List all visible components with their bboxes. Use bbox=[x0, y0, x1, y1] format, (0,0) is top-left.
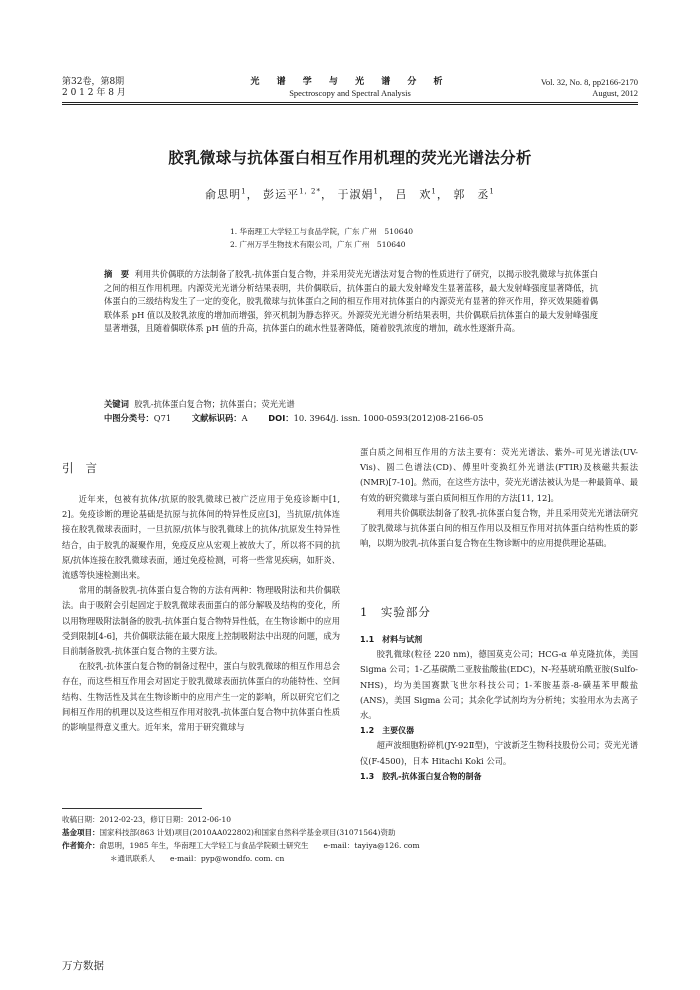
header-rule-thin bbox=[62, 104, 638, 105]
section-heading: 1 实验部分 bbox=[360, 605, 431, 619]
doi-link: 10. 3964/j. issn. 1000-0593(2012)08-2166-05 bbox=[293, 413, 484, 423]
footnotes bbox=[62, 813, 622, 865]
fund-info: 基金项目：国家科技部(863 计划)项目(2010AA022802)和国家自然科学基金项目(31071564)资助 bbox=[62, 828, 396, 837]
subsection-heading: 1.3 胶乳-抗体蛋白复合物的制备 bbox=[360, 771, 482, 781]
abstract-text: 利用共价偶联的方法制备了胶乳-抗体蛋白复合物，并采用荧光光谱法对复合物的性质进行了研究，以揭示胶乳微球与抗体蛋白之间的相互作用机理。内源荧光光谱分析结果表明，共价偶联后，抗体蛋白的最大发射峰发生显著蓝移，最大发射峰强度显著降低，抗体蛋白的三级结构发生了一定的变化，胶乳微球与抗体蛋白之间的相互作用对抗体蛋白的内源荧光有显著的猝灭作用，猝灭效果随着偶联体系 pH 值以及胶乳浓度的增加而增强，猝灭机制为静态猝灭。外源荧光光谱分析结果表明，共价偶联后抗体蛋白的最大发射峰强度显著增强，且随着偶联体系 pH 值的升高，抗体蛋白的疏水性显著降低，随着胶乳浓度的增加，疏水性逐渐升高。 bbox=[104, 269, 598, 334]
author-list: 俞思明$^1$， 彭运平$^{1, 2*}$， 于淑娟$^1$， 吕 欢$^1$， 郭 丞$^1$ bbox=[205, 187, 495, 201]
classification-line: 中图分类号：Q71 文献标识码：A DOI：10. 3964/j. issn. 1000-0593(2012)08-2166-05 bbox=[104, 413, 484, 423]
watermark: 万方数据 bbox=[62, 960, 104, 972]
author: 俞思明 bbox=[205, 188, 242, 201]
paragraph: 超声波细胞粉碎机(JY-92Ⅱ型)，宁波新芝生物科技股份公司；荧光光谱仪(F-4500)，日本 Hitachi Koki 公司。 bbox=[360, 740, 638, 766]
footnote-rule bbox=[62, 808, 202, 809]
abstract-label: 摘 要 bbox=[104, 269, 130, 279]
subsection-heading: 1.1 材料与试剂 bbox=[360, 635, 423, 644]
paragraph: 在胶乳-抗体蛋白复合物的制备过程中，蛋白与胶乳微球的相互作用总会存在，而这些相互作用会对固定于胶乳微球表面抗体蛋白的功能特性、空间结构、生物活性及其在生物诊断中的应用产生一定的影响，所以研究它们之间相互作用的机理以及这些相互作用对胶乳-抗体蛋白复合物中抗体蛋白性质的影响显得意义重大。近年来，常用于研究微球与 bbox=[62, 661, 340, 733]
author: 彭运平 bbox=[263, 188, 300, 201]
journal-name: 光 谱 学 与 光 谱 分 析 Spectroscopy and Spectral Analysis bbox=[250, 77, 450, 98]
paragraph: 近年来，包被有抗体/抗原的胶乳微球已被广泛应用于免疫诊断中[1, 2]。免疫诊断的理论基础是抗原与抗体间的特异性反应[3]，当抗原/抗体连接在胶乳微球表面时，一旦抗原/抗体与胶乳微球上的抗体/抗原发生特异性结合，由于胶乳的凝聚作用，免疫反应从宏观上被放大了，所以将不同的抗原/抗体连接在胶乳微球表面，通过免疫检测，可将一些常见疾病，如肝炎、流感等快速检测出来。 bbox=[62, 494, 340, 581]
volume-info: Vol. 32, No. 8, pp2166-2170 August, 2012 bbox=[540, 77, 638, 98]
header-rule bbox=[62, 102, 638, 103]
intro-heading: 引言 bbox=[62, 461, 109, 475]
paragraph: 常用的制备胶乳-抗体蛋白复合物的方法有两种：物理吸附法和共价偶联法。由于吸附会引起固定于胶乳微球表面蛋白的部分解吸及结构的变化，所以用物理吸附法制备的胶乳-抗体蛋白复合物特异性低，在生物诊断中的应用受到限制[4-6]，共价偶联法能在最大限度上控制吸附法中出现的问题，成为目前制备胶乳-抗体蛋白复合物的主要方法。 bbox=[62, 585, 340, 657]
author: 于淑娟 bbox=[337, 188, 374, 201]
corresponding-author: ＊通讯联系人 e-mail：pyp@wondfo. com. cn bbox=[110, 854, 285, 863]
paragraph: 胶乳微球(粒径 220 nm)，德国莫克公司；HCG-α 单克隆抗体，美国 Sigma 公司；1-乙基碳酰二亚胺盐酸盐(EDC)，N-羟基琥珀酰亚胺(Sulfo-NHS)，均为美国赛默飞世尔科技公司；1-苯胺基萘-8-磺基苯甲酸盐(ANS)，美国 Sigma 公司；其余化学试剂均为分析纯；实验用水为去离子水。 bbox=[360, 649, 638, 721]
intro-right-column bbox=[360, 445, 638, 551]
abstract bbox=[104, 268, 598, 336]
author: 吕 欢 bbox=[395, 188, 432, 201]
author: 郭 丞 bbox=[453, 188, 490, 201]
paragraph: 蛋白质之间相互作用的方法主要有：荧光光谱法、紫外-可见光谱法(UV-Vis)、圆二色谱法(CD)、傅里叶变换红外光谱法(FTIR)及核磁共振法(NMR)[7-10]。然而，在这些方法中，荧光光谱法被认为是一种最简单、最有效的研究微球与蛋白质间相互作用的方法[11, 12]。 bbox=[360, 447, 638, 503]
received-date: 收稿日期：2012-02-23，修订日期：2012-06-10 bbox=[62, 815, 231, 824]
subsection-heading: 1.2 主要仪器 bbox=[360, 726, 415, 736]
keywords: 关键词 胶乳-抗体蛋白复合物；抗体蛋白；荧光光谱 bbox=[104, 399, 295, 409]
intro-left-column bbox=[62, 492, 340, 735]
paragraph: 利用共价偶联法制备了胶乳-抗体蛋白复合物，并且采用荧光光谱法研究了胶乳微球与抗体蛋白间的相互作用以及相互作用对抗体蛋白结构性质的影响，以期为胶乳-抗体蛋白复合物在生物诊断中的应用提供理论基础。 bbox=[360, 507, 638, 549]
paper-title: 胶乳微球与抗体蛋白相互作用机理的荧光光谱法分析 bbox=[168, 149, 532, 167]
issue-info: 第32卷，第8期 2 0 1 2 年 8 月 bbox=[62, 77, 126, 98]
section-1-body bbox=[360, 632, 638, 784]
affiliation-2: 2. 广州万孚生物技术有限公司，广东 广州 510640 bbox=[230, 240, 406, 249]
author-bio: 作者简介：俞思明，1985 年生，华南理工大学轻工与食品学院硕士研究生 e-mail：tayiya@126. com bbox=[62, 841, 420, 850]
affiliation-1: 1. 华南理工大学轻工与食品学院，广东 广州 510640 bbox=[230, 227, 414, 236]
